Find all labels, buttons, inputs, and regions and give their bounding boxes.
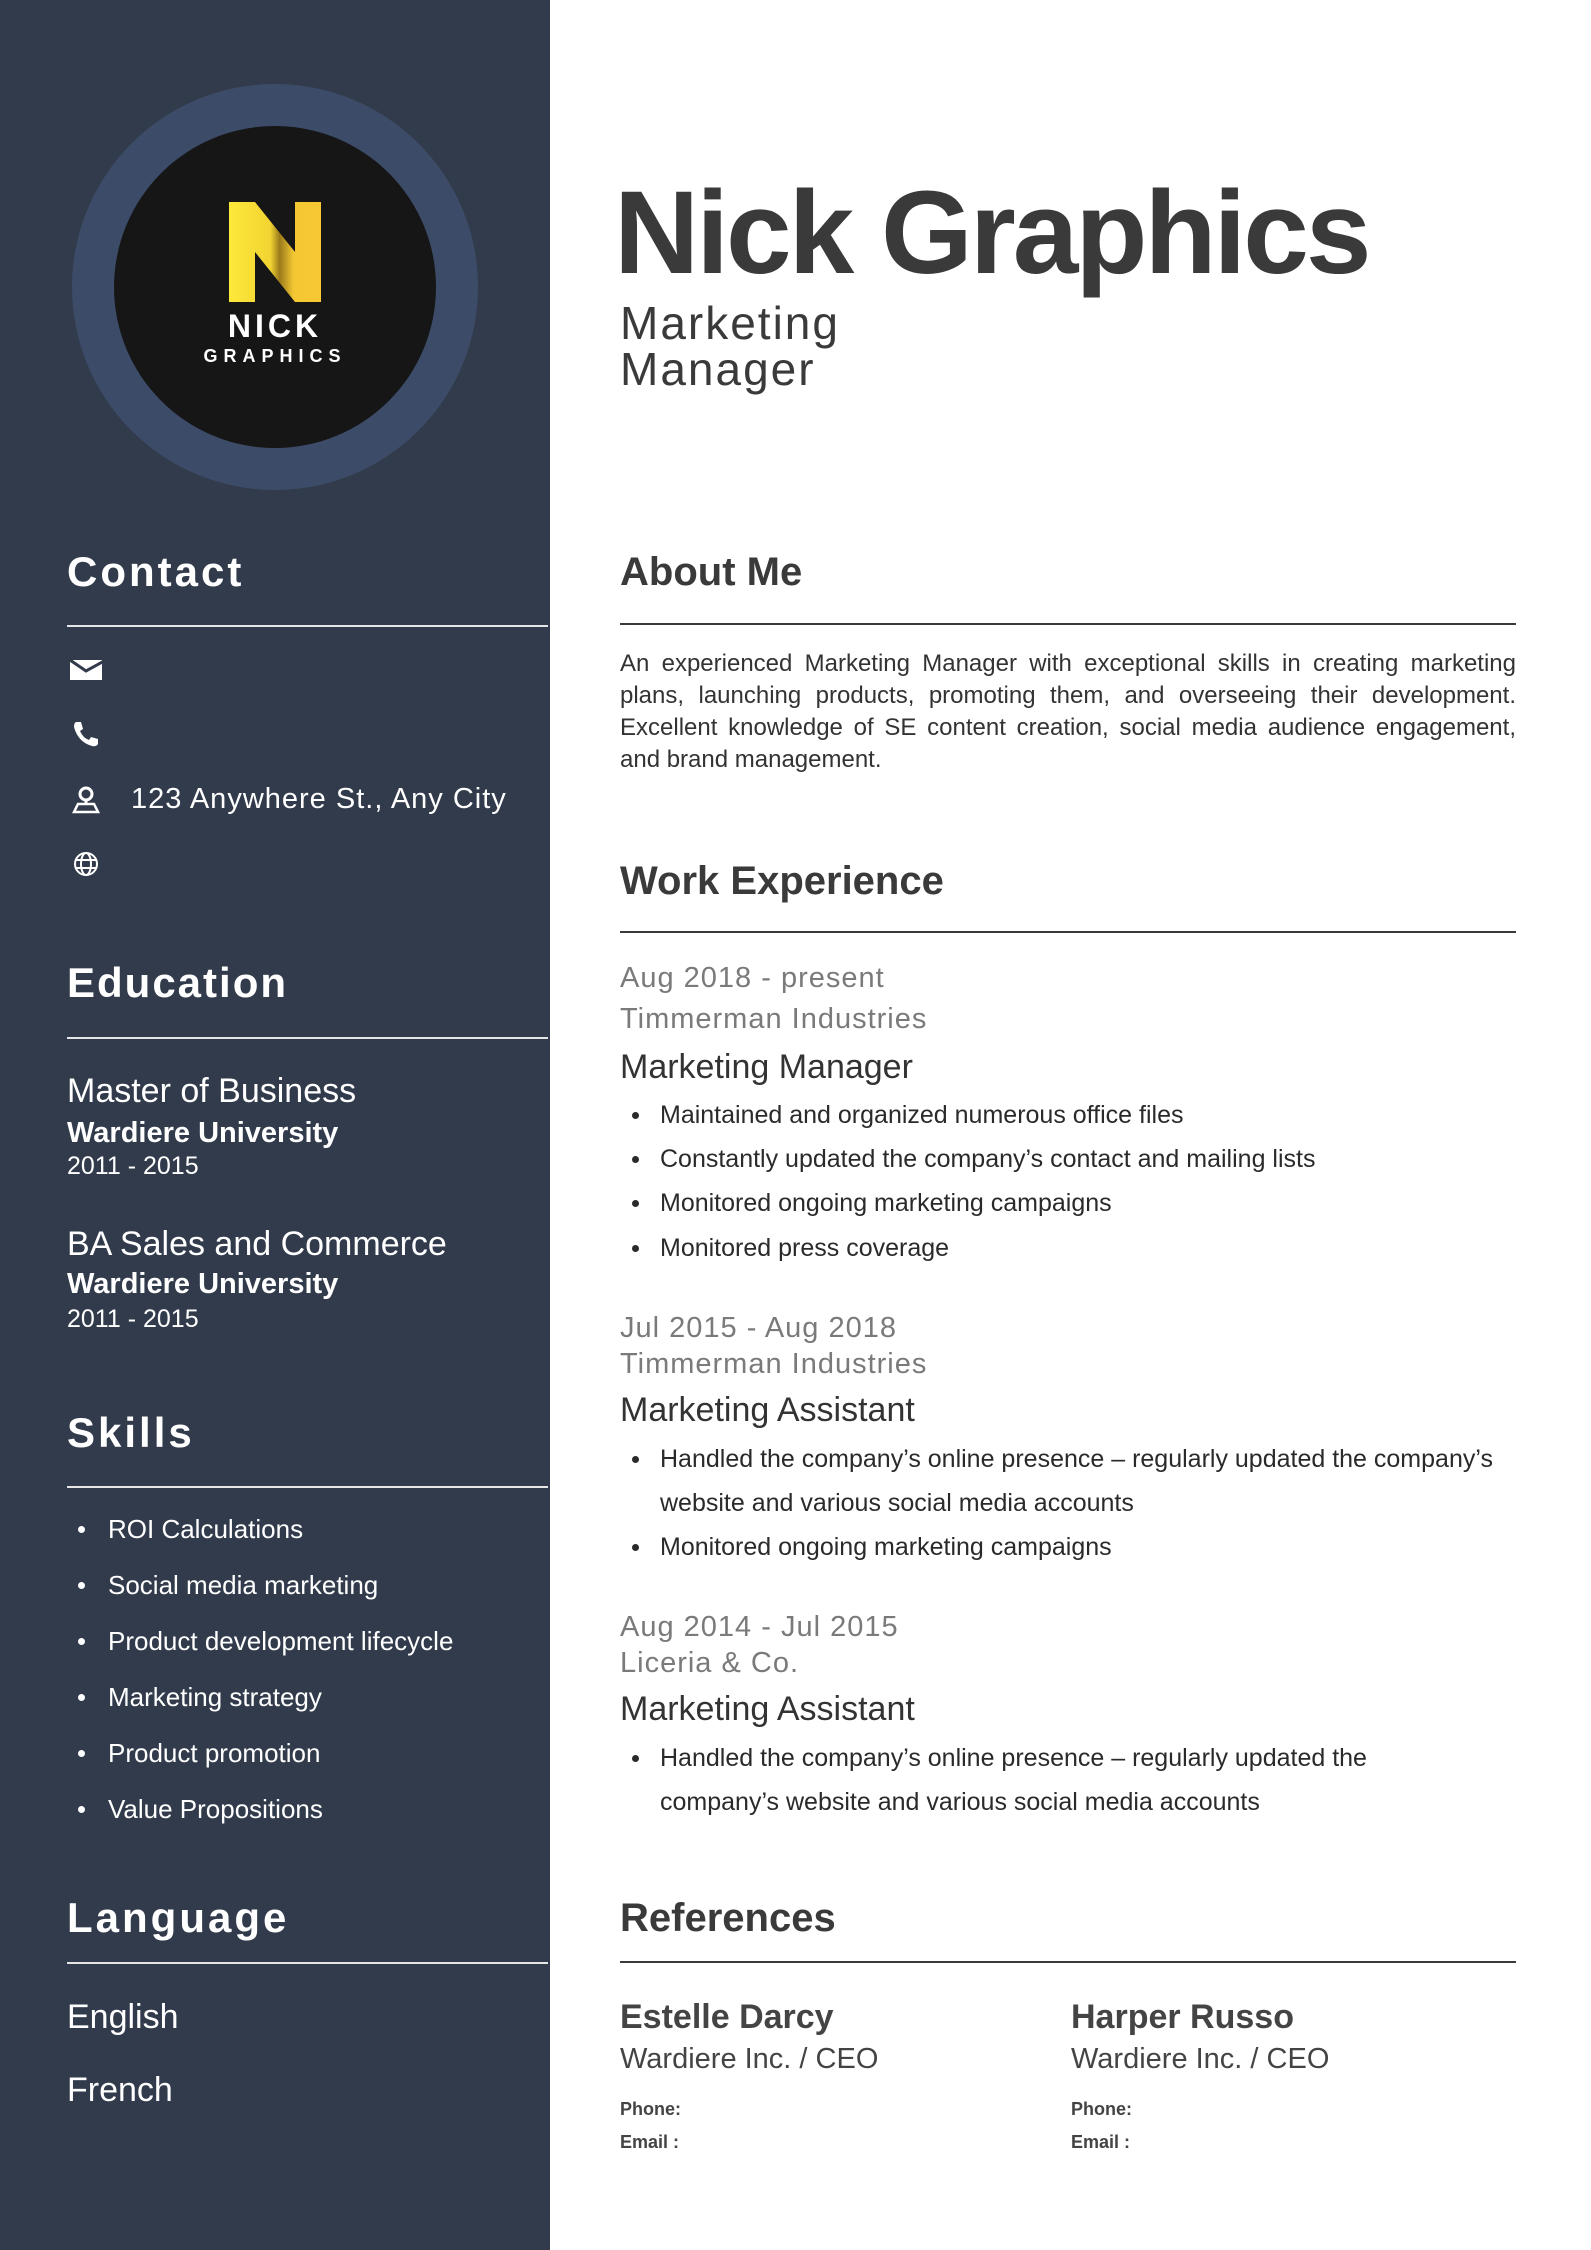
- job-company: Timmerman Industries: [620, 1003, 928, 1035]
- job-bullet: Monitored ongoing marketing campaigns: [660, 1181, 1112, 1225]
- contact-heading: Contact: [67, 548, 245, 595]
- job-bullet: Monitored ongoing marketing campaigns: [660, 1525, 1112, 1569]
- language-item: French: [67, 2071, 173, 2109]
- job-dates: Aug 2014 - Jul 2015: [620, 1611, 899, 1643]
- job-bullet: Maintained and organized numerous office files: [660, 1093, 1183, 1137]
- reference-email-label: Email :: [620, 2132, 680, 2152]
- skills-heading: Skills: [67, 1409, 195, 1456]
- reference-name: Harper Russo: [1071, 1998, 1294, 2036]
- divider: [620, 1961, 1516, 1963]
- divider: [67, 1962, 548, 1964]
- location-icon: [70, 783, 102, 815]
- job-dates: Jul 2015 - Aug 2018: [620, 1312, 897, 1344]
- job-role: Marketing Assistant: [620, 1391, 915, 1429]
- job-company: Timmerman Industries: [620, 1348, 928, 1380]
- logo-n-mark: [229, 202, 321, 302]
- reference-org: Wardiere Inc. / CEO: [1071, 2043, 1330, 2075]
- divider: [620, 623, 1516, 625]
- divider: [67, 1486, 548, 1488]
- job-bullet: Handled the company’s online presence – regularly updated the company’s website and various social media accounts: [660, 1736, 1450, 1824]
- education-heading: Education: [67, 959, 289, 1006]
- reference-name: Estelle Darcy: [620, 1998, 834, 2036]
- skill-item: Product promotion: [78, 1736, 320, 1770]
- job-title-line1: Marketing: [620, 297, 840, 349]
- phone-icon: [70, 718, 102, 750]
- globe-icon: [70, 848, 102, 880]
- job-role: Marketing Manager: [620, 1048, 913, 1086]
- job-role: Marketing Assistant: [620, 1690, 915, 1728]
- job-dates: Aug 2018 - present: [620, 962, 885, 994]
- education-school: Wardiere University: [67, 1117, 339, 1149]
- language-item: English: [67, 1998, 179, 2036]
- reference-email-label: Email :: [1071, 2132, 1131, 2152]
- language-heading: Language: [67, 1894, 290, 1941]
- education-school: Wardiere University: [67, 1268, 339, 1300]
- work-heading: Work Experience: [620, 859, 944, 903]
- job-title-line2: Manager: [620, 343, 816, 395]
- logo-text-nick: NICK: [227, 308, 323, 344]
- sidebar: [0, 0, 550, 2250]
- about-heading: About Me: [620, 550, 803, 594]
- divider: [67, 625, 548, 627]
- reference-phone-label: Phone:: [1071, 2099, 1132, 2119]
- divider: [67, 1037, 548, 1039]
- references-heading: References: [620, 1896, 836, 1940]
- reference-org: Wardiere Inc. / CEO: [620, 2043, 879, 2075]
- education-years: 2011 - 2015: [67, 1152, 199, 1180]
- candidate-name: Nick Graphics: [614, 167, 1369, 299]
- about-text: An experienced Marketing Manager with exceptional skills in creating marketing plans, launching products, promoting them, and overseeing their development. Excellent knowledge of SE content creation, social media audience engagement, and brand management.: [620, 650, 1516, 773]
- logo-text-graphics: GRAPHICS: [203, 346, 347, 366]
- divider: [620, 931, 1516, 933]
- education-degree: Master of Business: [67, 1072, 357, 1110]
- skill-item: Social media marketing: [78, 1568, 378, 1602]
- reference-phone-label: Phone:: [620, 2099, 681, 2119]
- skill-item: Value Propositions: [78, 1792, 323, 1826]
- education-years: 2011 - 2015: [67, 1305, 199, 1333]
- job-bullet: Constantly updated the company’s contact and mailing lists: [660, 1137, 1315, 1181]
- education-degree: BA Sales and Commerce: [67, 1225, 447, 1263]
- job-bullet: Monitored press coverage: [660, 1226, 949, 1270]
- email-icon: [70, 654, 102, 686]
- job-bullet: Handled the company’s online presence – regularly updated the company’s website and various social media accounts: [660, 1437, 1500, 1525]
- logo: [114, 126, 436, 448]
- job-company: Liceria & Co.: [620, 1647, 800, 1679]
- skill-item: Marketing strategy: [78, 1680, 322, 1714]
- skill-item: ROI Calculations: [78, 1512, 303, 1546]
- skill-item: Product development lifecycle: [78, 1624, 453, 1658]
- address: 123 Anywhere St., Any City: [131, 783, 507, 815]
